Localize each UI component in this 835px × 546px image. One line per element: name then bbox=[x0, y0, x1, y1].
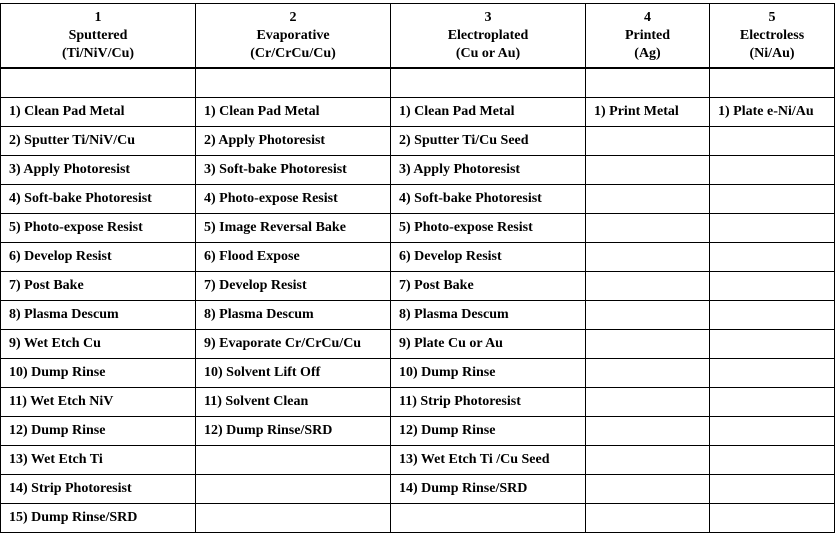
table-row bbox=[1, 446, 835, 475]
table-cell: 4) Soft-bake Photoresist bbox=[391, 185, 586, 214]
table-cell: 10) Dump Rinse bbox=[1, 359, 196, 388]
table-cell: 1) Clean Pad Metal bbox=[391, 98, 586, 127]
column-header-electroless bbox=[710, 4, 835, 69]
table-cell bbox=[710, 475, 835, 504]
table-cell: 9) Evaporate Cr/CrCu/Cu bbox=[196, 330, 391, 359]
table-cell bbox=[586, 417, 710, 446]
table-cell bbox=[196, 475, 391, 504]
table-row bbox=[1, 417, 835, 446]
table-cell bbox=[710, 330, 835, 359]
table-cell bbox=[710, 156, 835, 185]
table-cell: 7) Develop Resist bbox=[196, 272, 391, 301]
table-cell: 5) Photo-expose Resist bbox=[1, 214, 196, 243]
column-number: 4 bbox=[644, 9, 651, 25]
table-row bbox=[1, 272, 835, 301]
table-cell bbox=[710, 417, 835, 446]
table-cell bbox=[586, 301, 710, 330]
table-row bbox=[1, 185, 835, 214]
spacer-row bbox=[1, 68, 835, 98]
column-number: 1 bbox=[94, 9, 102, 25]
table-cell: 8) Plasma Descum bbox=[1, 301, 196, 330]
table-cell: 13) Wet Etch Ti /Cu Seed bbox=[391, 446, 586, 475]
column-header-evaporative bbox=[196, 4, 391, 69]
column-metal: (Cr/CrCu/Cu) bbox=[250, 45, 336, 61]
table-cell: 1) Print Metal bbox=[586, 98, 710, 127]
table-row bbox=[1, 127, 835, 156]
table-cell: 14) Dump Rinse/SRD bbox=[391, 475, 586, 504]
table-row bbox=[1, 243, 835, 272]
table-row bbox=[1, 475, 835, 504]
table-row bbox=[1, 214, 835, 243]
table-cell: 2) Sputter Ti/NiV/Cu bbox=[1, 127, 196, 156]
column-number: 5 bbox=[768, 9, 776, 25]
table-cell bbox=[710, 446, 835, 475]
column-number: 3 bbox=[484, 9, 492, 25]
table-row bbox=[1, 504, 835, 533]
table-cell bbox=[196, 68, 391, 98]
table-cell bbox=[710, 185, 835, 214]
table-cell bbox=[586, 446, 710, 475]
table-cell: 1) Plate e-Ni/Au bbox=[710, 98, 835, 127]
table-cell: 4) Soft-bake Photoresist bbox=[1, 185, 196, 214]
table-cell: 10) Dump Rinse bbox=[391, 359, 586, 388]
table-row bbox=[1, 301, 835, 330]
table-cell: 12) Dump Rinse bbox=[391, 417, 586, 446]
table-cell bbox=[710, 359, 835, 388]
table-cell bbox=[391, 68, 586, 98]
table-cell: 9) Plate Cu or Au bbox=[391, 330, 586, 359]
column-name: Printed bbox=[624, 27, 671, 43]
table-cell: 9) Wet Etch Cu bbox=[1, 330, 196, 359]
table-cell: 6) Flood Expose bbox=[196, 243, 391, 272]
column-name: Electroless bbox=[739, 27, 805, 43]
table-cell bbox=[586, 388, 710, 417]
table-cell bbox=[586, 243, 710, 272]
table-cell bbox=[710, 214, 835, 243]
table-body bbox=[1, 68, 835, 533]
header-row bbox=[1, 4, 835, 69]
table-cell: 11) Solvent Clean bbox=[196, 388, 391, 417]
table-cell bbox=[586, 127, 710, 156]
table-cell: 3) Apply Photoresist bbox=[391, 156, 586, 185]
table-cell bbox=[710, 68, 835, 98]
table-cell: 2) Apply Photoresist bbox=[196, 127, 391, 156]
column-metal: (Ti/NiV/Cu) bbox=[61, 45, 135, 61]
table-cell bbox=[710, 388, 835, 417]
table-row bbox=[1, 98, 835, 127]
table-cell: 14) Strip Photoresist bbox=[1, 475, 196, 504]
table-cell: 11) Strip Photoresist bbox=[391, 388, 586, 417]
table-cell bbox=[391, 504, 586, 533]
table-cell: 10) Solvent Lift Off bbox=[196, 359, 391, 388]
table-cell bbox=[586, 68, 710, 98]
table-cell bbox=[586, 330, 710, 359]
table-cell: 12) Dump Rinse bbox=[1, 417, 196, 446]
table-cell bbox=[586, 272, 710, 301]
table-cell: 6) Develop Resist bbox=[391, 243, 586, 272]
process-steps-table bbox=[0, 3, 835, 533]
column-name: Evaporative bbox=[256, 27, 330, 43]
table-cell bbox=[710, 301, 835, 330]
table-cell: 8) Plasma Descum bbox=[391, 301, 586, 330]
table-cell bbox=[1, 68, 196, 98]
table-cell: 5) Image Reversal Bake bbox=[196, 214, 391, 243]
table-cell bbox=[586, 504, 710, 533]
column-number: 2 bbox=[289, 9, 297, 25]
column-metal: (Cu or Au) bbox=[455, 45, 521, 61]
table-cell: 11) Wet Etch NiV bbox=[1, 388, 196, 417]
table-cell bbox=[586, 214, 710, 243]
table-cell bbox=[710, 272, 835, 301]
table-cell: 7) Post Bake bbox=[391, 272, 586, 301]
table-row bbox=[1, 388, 835, 417]
table-cell: 2) Sputter Ti/Cu Seed bbox=[391, 127, 586, 156]
table-row bbox=[1, 156, 835, 185]
table-cell: 3) Soft-bake Photoresist bbox=[196, 156, 391, 185]
table-cell bbox=[710, 127, 835, 156]
table-row bbox=[1, 359, 835, 388]
table-header bbox=[1, 4, 835, 69]
table-cell: 13) Wet Etch Ti bbox=[1, 446, 196, 475]
column-header-printed bbox=[586, 4, 710, 69]
table-cell bbox=[586, 185, 710, 214]
column-header-sputtered bbox=[1, 4, 196, 69]
table-cell: 4) Photo-expose Resist bbox=[196, 185, 391, 214]
column-metal: (Ni/Au) bbox=[749, 45, 795, 61]
table-cell: 1) Clean Pad Metal bbox=[1, 98, 196, 127]
column-name: Sputtered bbox=[68, 27, 128, 43]
table-cell: 12) Dump Rinse/SRD bbox=[196, 417, 391, 446]
column-metal: (Ag) bbox=[634, 45, 661, 61]
table-cell: 5) Photo-expose Resist bbox=[391, 214, 586, 243]
table-cell bbox=[710, 504, 835, 533]
table-cell bbox=[196, 446, 391, 475]
table-cell bbox=[196, 504, 391, 533]
table-cell bbox=[586, 359, 710, 388]
column-name: Electroplated bbox=[447, 27, 529, 43]
table-cell: 3) Apply Photoresist bbox=[1, 156, 196, 185]
column-header-electroplated bbox=[391, 4, 586, 69]
table-cell: 1) Clean Pad Metal bbox=[196, 98, 391, 127]
table-row bbox=[1, 330, 835, 359]
table-cell: 6) Develop Resist bbox=[1, 243, 196, 272]
table-cell bbox=[710, 243, 835, 272]
table-cell bbox=[586, 156, 710, 185]
table-cell: 7) Post Bake bbox=[1, 272, 196, 301]
table-cell: 15) Dump Rinse/SRD bbox=[1, 504, 196, 533]
table-cell bbox=[586, 475, 710, 504]
table-cell: 8) Plasma Descum bbox=[196, 301, 391, 330]
